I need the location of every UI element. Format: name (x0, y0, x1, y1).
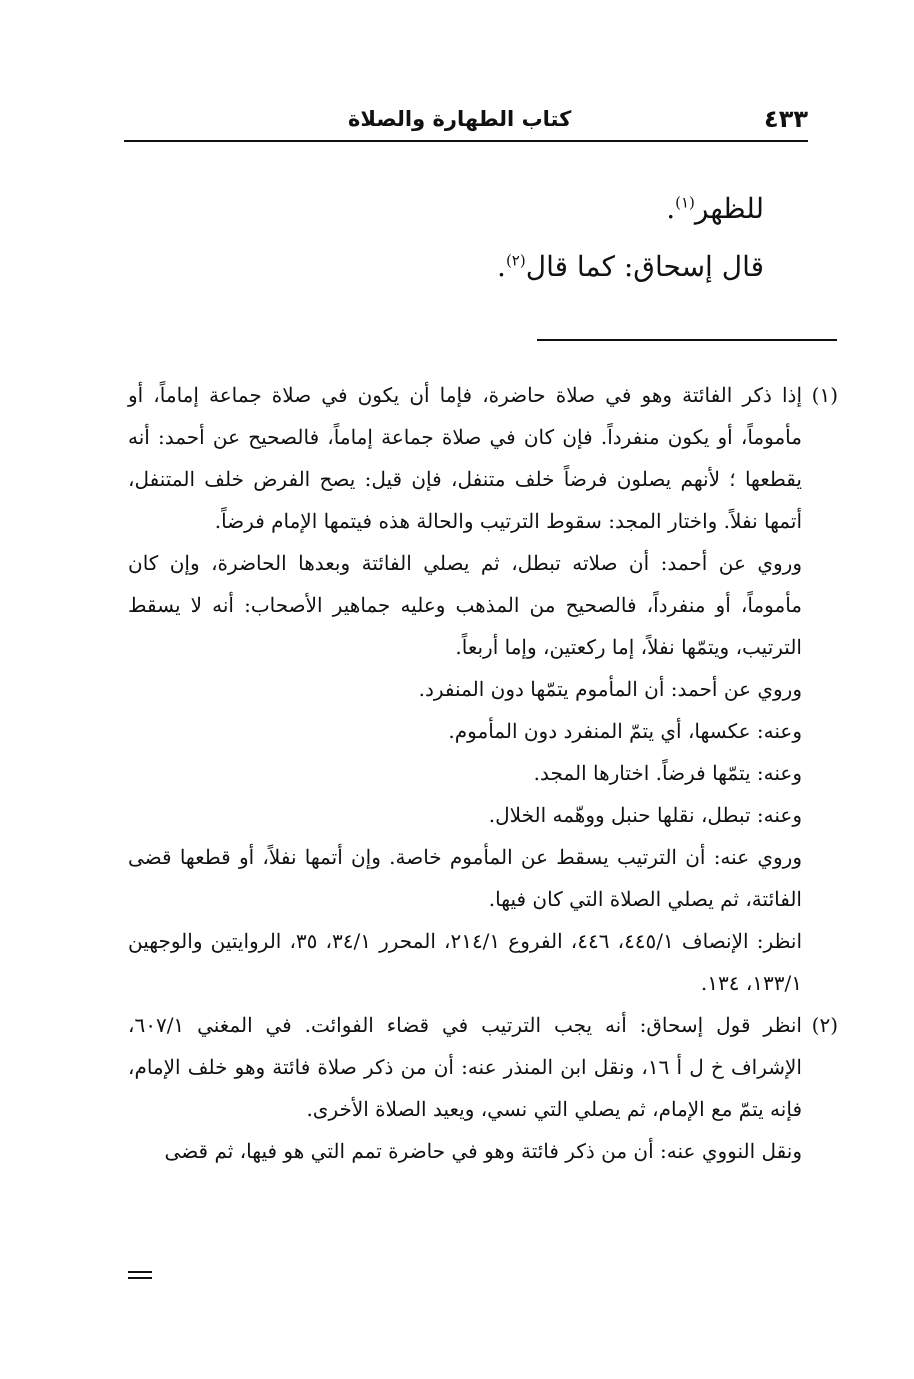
main-text (164, 180, 764, 296)
main-line-1-end: . (666, 192, 676, 225)
footnote-paragraph: وروي عنه: أن الترتيب يسقط عن المأموم خاصة. وإن أتمها نفلاً، أو قطعها قضى الفائتة، ثم يصلي الصلاة التي كان فيها. (128, 845, 802, 911)
footnote-paragraph: وروي عن أحمد: أن المأموم يتمّها دون المنفرد. (418, 677, 802, 701)
footnote-paragraph: انظر قول إسحاق: أنه يجب الترتيب في قضاء الفوائت. في المغني ٦٠٧/١، الإشراف خ ل أ ١٦، ونقل ابن المنذر عنه: أن من ذكر صلاة فائتة وهو خلف الإمام، فإنه يتمّ مع الإمام، ثم يصلي التي نسي، ويعيد الصلاة الأخرى. (128, 1013, 802, 1121)
footnote-separator (537, 339, 837, 341)
footnotes (128, 374, 838, 1172)
footnote-body (128, 374, 802, 1004)
footnote-paragraph: ونقل النووي عنه: أن من ذكر فائتة وهو في حاضرة تمم التي هو فيها، ثم قضى (164, 1139, 802, 1163)
footnote-ref-2: (٢) (505, 251, 526, 270)
main-line-2-text: قال إسحاق: كما قال (525, 250, 764, 283)
footnote-paragraph: وعنه: عكسها، أي يتمّ المنفرد دون المأموم. (448, 719, 802, 743)
main-line-2 (164, 238, 764, 296)
footnote-number: (٢) (811, 1013, 838, 1037)
footnote-ref-1: (١) (675, 193, 695, 212)
main-line-1 (164, 180, 764, 238)
footnote-paragraph: وروي عن أحمد: أن صلاته تبطل، ثم يصلي الفائتة وبعدها الحاضرة، وإن كان مأموماً، أو منفرداً، فالصحيح من المذهب وعليه جماهير الأصحاب: أنه لا يسقط الترتيب، ويتمّها نفلاً، إما ركعتين، وإما أربعاً. (128, 551, 802, 659)
main-line-1-text: للظهر (694, 192, 764, 225)
footnote-2 (128, 1004, 838, 1172)
footnote-body (128, 1004, 802, 1172)
page-number: ٤٣٣ (764, 105, 808, 133)
main-line-2-end: . (497, 250, 506, 283)
continuation-mark (128, 1271, 152, 1279)
footnote-paragraph: انظر: الإنصاف ٤٤٥/١، ٤٤٦، الفروع ٢١٤/١، المحرر ٣٤/١، ٣٥، الروايتين والوجهين ١٣٣/١، ١٣٤. (128, 929, 803, 995)
footnote-paragraph: إذا ذكر الفائتة وهو في صلاة حاضرة، فإما أن يكون في صلاة جماعة إماماً، أو مأموماً، أو يكون منفرداً. فإن كان في صلاة جماعة إماماً، فالصحيح عن أحمد: أنه يقطعها ؛ لأنهم يصلون فرضاً خلف متنفل، فإن قيل: يصح الفرض خلف المتنفل، أتمها نفلاً. واختار المجد: سقوط الترتيب والحالة هذه فيتمها الإمام فرضاً. (128, 383, 802, 533)
page-header (124, 98, 808, 142)
footnote-1 (128, 374, 838, 1004)
footnote-number: (١) (811, 383, 838, 407)
running-title: كتاب الطهارة والصلاة (348, 107, 572, 131)
footnote-paragraph: وعنه: تبطل، نقلها حنبل ووهّمه الخلال. (488, 803, 802, 827)
footnote-paragraph: وعنه: يتمّها فرضاً. اختارها المجد. (533, 761, 802, 785)
